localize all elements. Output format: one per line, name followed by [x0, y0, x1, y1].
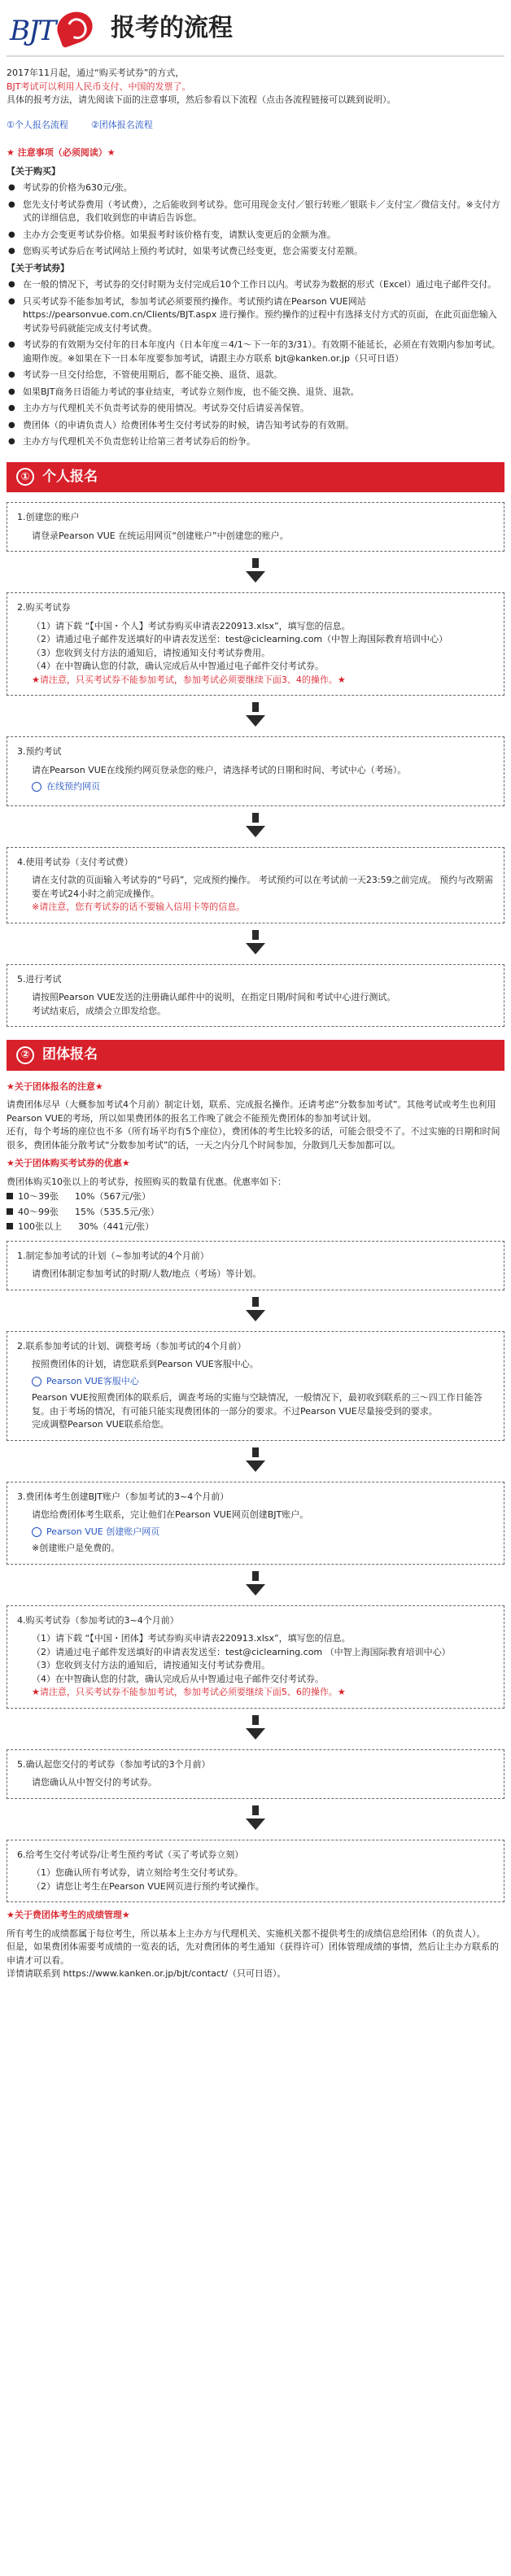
- group-notice-head: ★关于团体报名的注意★: [7, 1081, 103, 1092]
- step-title: 4.购买考试券（参加考试的3~4个月前）: [17, 1614, 179, 1626]
- group-flow-link[interactable]: ②团体报名流程: [90, 119, 153, 130]
- step-line: （3）您收到支付方法的通知后，请按通知支付考试券费用。: [32, 1660, 270, 1670]
- section-number: ①: [16, 468, 34, 486]
- account-link-text[interactable]: Pearson VUE 创建账户网页: [46, 1526, 160, 1537]
- list-item: ● 在一般的情况下，考试券的交付时期为支付完成后10个工作日以内。考试券为数据的形式（Excel）通过电子邮件交付。: [7, 278, 504, 292]
- bjt-logo: [7, 7, 104, 48]
- step-line: （4）在中智确认您的付款，确认完成后从中智通过电子邮件交付考试券。: [32, 661, 324, 671]
- buy-list: [7, 181, 504, 259]
- circle-icon: [32, 1527, 41, 1537]
- step-title: 3.费团体考生创建BJT账户（参加考试的3~4个月前）: [17, 1491, 229, 1502]
- benefit-head: ★关于团体购买考试券的优惠★: [7, 1158, 130, 1168]
- group-step-2: [7, 1331, 504, 1441]
- step-line: Pearson VUE按照费团体的联系后，调查考场的实施与空缺情况，一般情况下，最初收到联系的三～四工作日能答复。由于考场的情况，有可能只能实现费团体的一部分的要求。不过Pearson VUE尽量接受到的要求。: [32, 1392, 483, 1417]
- personal-step-3: [7, 736, 504, 806]
- tier-price: 10%（567元/张）: [75, 1191, 151, 1202]
- down-arrow-icon: [7, 1571, 504, 1599]
- step-line: （1）您确认所有考试券，请立刻给考生交付考试券。: [32, 1867, 243, 1878]
- step-title: 3.预约考试: [17, 746, 62, 757]
- mgmt-head: ★关于费团体考生的成绩管理★: [7, 1910, 130, 1920]
- exam-head: 【关于考试券】: [7, 262, 69, 273]
- personal-step-5: [7, 964, 504, 1028]
- step-line: （3）您收到支付方法的通知后，请按通知支付考试券费用。: [32, 647, 270, 658]
- step-title: 5.进行考试: [17, 973, 62, 985]
- step-title: 4.使用考试券（支付考试费）: [17, 856, 133, 867]
- jump-links: [7, 119, 504, 133]
- step-line: 考试结束后，成绩会立即发给您。: [32, 1005, 166, 1016]
- circle-icon: [32, 1377, 41, 1386]
- mgmt-line: 所有考生的成绩都属于每位考生，所以基本上主办方与代理机关、实施机关都不提供考生的成绩信息给团体（的负责人）。: [7, 1928, 486, 1939]
- step-line: 请登录Pearson VUE 在统运用网页“创建账户”中创建您的账户。: [32, 530, 289, 541]
- intro: [7, 67, 504, 107]
- intro-line-2: BJT考试可以利用人民币支付、中国的发票了。: [7, 81, 191, 92]
- step-line: （2）请您让考生在Pearson VUE网页进行预约考试操作。: [32, 1880, 264, 1892]
- down-arrow-icon: [7, 1447, 504, 1475]
- tier-price: 15%（535.5元/张）: [75, 1206, 159, 1217]
- mgmt-line: 详情请联系到 https://www.kanken.or.jp/bjt/contact/（只可日语）。: [7, 1968, 286, 1979]
- section-title: 团体报名: [42, 1046, 98, 1063]
- buy-head: 【关于购买】: [7, 165, 60, 177]
- down-arrow-icon: [7, 1297, 504, 1325]
- step-line: （1）请下载 “【中国・团体】考试券购买申请表220913.xlsx”，填写您的信息。: [32, 1633, 351, 1644]
- group-step-1: [7, 1241, 504, 1290]
- create-account-link[interactable]: [17, 1526, 494, 1539]
- group-notice-line: 请费团体尽早（大概参加考试4个月前）制定计划，联系、完成报名操作。还请考虑“分数参加考试”。其他考试或考生也利用Pearson VUE的考场，所以如果费团体的报名工作晚了就会不能预先费团体的参加考试计划。: [7, 1099, 496, 1124]
- header: [7, 0, 504, 57]
- booking-link-text[interactable]: 在线预约网页: [46, 781, 100, 792]
- page-title: 报考的流程: [111, 13, 233, 42]
- down-arrow-icon: [7, 702, 504, 730]
- table-row: [7, 1206, 504, 1220]
- down-arrow-icon: [7, 930, 504, 958]
- step-line: 请在支付款的页面输入考试券的“号码”，完成预约操作。 考试预约可以在考试前一天23:59之前完成。 预约与改期需要在考试24小时之前完成操作。: [32, 875, 494, 899]
- notice-title: ★ 注意事项（必须阅读）★: [7, 147, 116, 158]
- step-title: 1.创建您的账户: [17, 512, 80, 522]
- list-item: ● 考试券的有效期为交付年的日本年度内（日本年度＝4/1～下一年的3/31）。有效期不能延长，必须在有效期内参加考试。逾期作废。※如果在下一日本年度要参加考试，请跟主办方联系 bjt@kanken.or.jp（只可日语）: [7, 338, 504, 365]
- down-arrow-icon: [7, 1715, 504, 1743]
- list-item: ● 您购买考试券后在考试网站上预约考试时，如果考试费已经变更，您会需要支付差额。: [7, 245, 504, 259]
- step-line: 完成调整Pearson VUE联系给您。: [32, 1419, 169, 1430]
- list-item: ● 考试券一旦交付给您，不管使用期后，都不能交换、退货、退款。: [7, 369, 504, 382]
- section-number: ②: [16, 1046, 34, 1064]
- list-item: ● 您先支付考试券费用（考试费），之后能收到考试券。您可用现金支付／银行转账／银联卡／支付宝／微信支付。※支付方式的详细信息，我们收到您的申请后告诉您。: [7, 199, 504, 225]
- logo-mark-icon: [53, 7, 97, 49]
- step-warning: ※请注意，您有考试券的话不要输入信用卡等的信息。: [32, 902, 246, 912]
- exam-list: [7, 278, 504, 449]
- step-line: 请费团体制定参加考试的时期/人数/地点（考场）等计划。: [32, 1268, 262, 1279]
- intro-line-1: 2017年11月起，通过“购买考试券”的方式，: [7, 68, 185, 78]
- support-link-text[interactable]: Pearson VUE客服中心: [46, 1375, 139, 1386]
- section-title: 个人报名: [42, 468, 98, 485]
- down-arrow-icon: [7, 813, 504, 840]
- tier-table: [7, 1190, 504, 1234]
- down-arrow-icon: [7, 1805, 504, 1833]
- tier-range: 100张以上: [18, 1221, 62, 1232]
- step-line: 请您确认从中智交付的考试券。: [32, 1777, 157, 1788]
- personal-section-bar: [7, 462, 504, 493]
- step-line: （4）在中智确认您的付款，确认完成后从中智通过电子邮件交付考试券。: [32, 1673, 324, 1684]
- step-title: 2.购买考试券: [17, 602, 71, 613]
- tier-range: 10～39张: [18, 1191, 59, 1202]
- online-booking-link[interactable]: [17, 780, 494, 794]
- group-section-bar: [7, 1040, 504, 1071]
- personal-flow-link[interactable]: ①个人报名流程: [7, 119, 68, 130]
- step-warning: ★请注意，只买考试券不能参加考试，参加考试必须要继续下面3、4的操作。★: [32, 674, 346, 685]
- list-item: ● 如果BJT商务日语能力考试的事业结束，考试券立刻作废，也不能交换、退货、退款。: [7, 386, 504, 399]
- step-line: ※创建账户是免费的。: [32, 1543, 120, 1553]
- step-title: 6.给考生交付考试券/让考生预约考试（买了考试券立刻）: [17, 1849, 244, 1860]
- list-item: ● 主办方与代理机关不负责考试券的使用情况。考试券交付后请妥善保管。: [7, 402, 504, 416]
- step-line: 请在Pearson VUE在线预约网页登录您的账户，请选择考试的日期和时间、考试中心（考场）。: [32, 764, 407, 775]
- intro-line-3: 具体的报考方法，请先阅读下面的注意事项，然后参看以下流程（点击各流程链接可以跳到说明）。: [7, 94, 396, 105]
- benefit-text: 费团体购买10张以上的考试券，按照购买的数量有优惠。优惠率如下：: [7, 1176, 286, 1187]
- personal-step-4: [7, 847, 504, 923]
- personal-step-2: [7, 592, 504, 696]
- step-line: （2）请通过电子邮件发送填好的申请表发送至：test@ciclearning.com（中智上海国际教育培训中心）: [32, 634, 448, 644]
- circle-icon: [32, 782, 41, 792]
- personal-step-1: [7, 502, 504, 552]
- list-item: ● 只买考试券不能参加考试，参加考试必须要预约操作。考试预约请在Pearson VUE网站 https://pearsonvue.com.cn/Clients/BJT.aspx 进行操作。预约操作的过程中有选择支付方式的页面，在此页面您输入考试券号码就能完成支付考试费。: [7, 295, 504, 336]
- list-item: ● 主办方与代理机关不负责您转让给第三者考试券后的纷争。: [7, 435, 504, 449]
- list-item: ● 考试券的价格为630元/张。: [7, 181, 504, 195]
- group-notice-line: 还有，每个考场的座位也不多（所有场平均有5个座位），费团体的考生比较多的话，可能会很受不了。不过实施的日期和时间很多，费团体能分散考试“分数参加考试”的话，一天之内分几个时间参加，分散到几天参加都可以。: [7, 1126, 500, 1150]
- table-row: [7, 1190, 504, 1204]
- list-item: ● 主办方会变更考试券价格。如果报考时该价格有变，请默认变更后的金额为准。: [7, 229, 504, 242]
- step-title: 5.确认起您交付的考试券（参加考试的3个月前）: [17, 1758, 211, 1770]
- tier-price: 30%（441元/张）: [78, 1221, 155, 1232]
- step-line: 按照费团体的计划，请您联系到Pearson VUE客服中心。: [32, 1359, 259, 1369]
- step-line: 请您给费团体考生联系，完让他们在Pearson VUE网页创建BJT账户。: [32, 1509, 309, 1520]
- tier-range: 40～99张: [18, 1206, 59, 1217]
- step-line: 请按照Pearson VUE发送的注册确认邮件中的说明，在指定日期/时间和考试中心进行测试。: [32, 992, 396, 1002]
- group-step-6: [7, 1840, 504, 1903]
- logo-text: BJT: [10, 15, 55, 47]
- step-warning: ★请注意，只买考试券不能参加考试，参加考试必须要继续下面5、6的操作。★: [32, 1687, 346, 1697]
- step-line: （2）请通过电子邮件发送填好的申请表发送至：test@ciclearning.com （中智上海国际教育培训中心）: [32, 1646, 451, 1657]
- vue-support-link[interactable]: [17, 1375, 494, 1389]
- step-title: 2.联系参加考试的计划、调整考场（参加考试的4个月前）: [17, 1340, 247, 1351]
- table-row: [7, 1220, 504, 1234]
- down-arrow-icon: [7, 558, 504, 586]
- group-step-5: [7, 1749, 504, 1799]
- group-step-3: [7, 1482, 504, 1565]
- list-item: ● 费团体（的申请负责人）给费团体考生交付考试券的时候，请告知考试券的有效期。: [7, 419, 504, 433]
- group-step-4: [7, 1605, 504, 1709]
- step-line: （1）请下载 “【中国・个人】考试券购买申请表220913.xlsx”，填写您的信息。: [32, 620, 351, 631]
- mgmt-line: 但是，如果费团体需要考成绩的一览表的话，先对费团体的考生通知（获得许可）团体管理成绩的事情，然后让主办方联系的申请才可以看。: [7, 1941, 499, 1966]
- step-title: 1.制定参加考试的计划（~参加考试的4个月前）: [17, 1250, 209, 1261]
